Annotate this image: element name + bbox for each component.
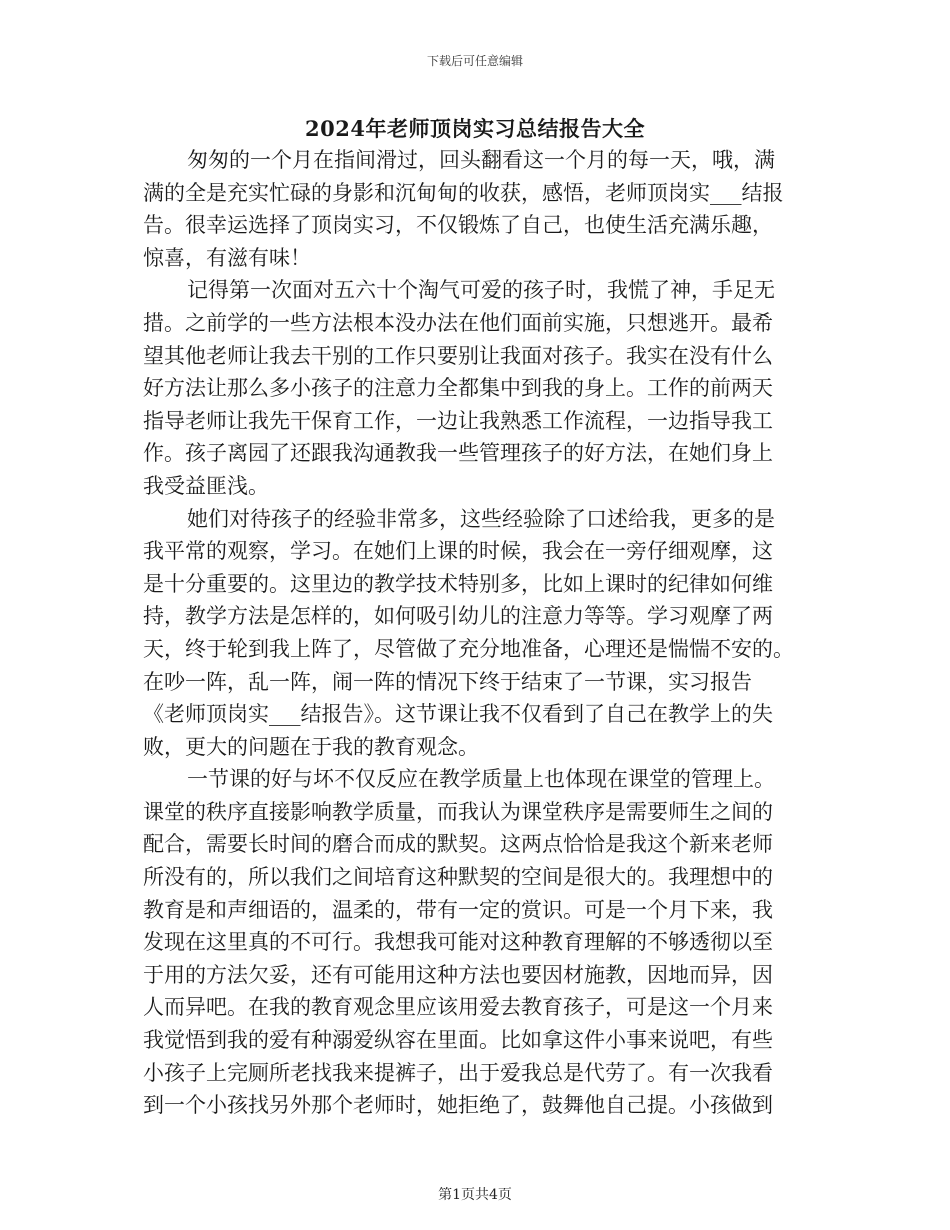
text-line: 匆匆的一个月在指间滑过，回头翻看这一个月的每一天，哦，满: [187, 148, 775, 172]
text-line: 她们对待孩子的经验非常多，这些经验除了口述给我，更多的是: [187, 506, 775, 531]
text-line: 作。孩子离园了还跟我沟通教我一些管理孩子的好方法，在她们身上: [143, 441, 773, 466]
text-line: 一节课的好与坏不仅反应在教学质量上也体现在课堂的管理上。: [187, 767, 775, 792]
text-line: 《老师顶岗实___结报告》。这节课让我不仅看到了自己在教学上的失: [143, 702, 773, 727]
text-line: 发现在这里真的不可行。我想我可能对这种教育理解的不够透彻以至: [143, 930, 773, 955]
page-footer: 第1页共4页: [438, 1187, 512, 1203]
text-line: 满的全是充实忙碌的身影和沉甸甸的收获，感悟，老师顶岗实___结报: [143, 180, 784, 205]
text-line: 我平常的观察，学习。在她们上课的时候，我会在一旁仔细观摩，这: [143, 539, 773, 564]
text-line: 所没有的，所以我们之间培育这种默契的空间是很大的。我理想中的: [143, 865, 773, 890]
text-line: 人而异吧。在我的教育观念里应该用爱去教育孩子，可是这一个月来: [143, 995, 773, 1020]
text-line: 配合，需要长时间的磨合而成的默契。这两点恰恰是我这个新来老师: [143, 832, 773, 857]
text-line: 持，教学方法是怎样的，如何吸引幼儿的注意力等等。学习观摩了两: [143, 604, 773, 629]
text-line: 到一个小孩找另外那个老师时，她拒绝了，鼓舞他自己提。小孩做到: [143, 1093, 773, 1118]
text-line: 好方法让那么多小孩子的注意力全都集中到我的身上。工作的前两天: [143, 376, 773, 401]
document-title: 2024年老师顶岗实习总结报告大全: [305, 116, 645, 141]
text-line: 在吵一阵，乱一阵，闹一阵的情况下终于结束了一节课，实习报告: [143, 669, 752, 694]
text-line: 课堂的秩序直接影响教学质量，而我认为课堂秩序是需要师生之间的: [143, 799, 773, 824]
text-line: 惊喜，有滋有味！: [143, 245, 311, 270]
text-line: 记得第一次面对五六十个淘气可爱的孩子时，我慌了神，手足无: [187, 278, 775, 303]
text-line: 是十分重要的。这里边的教学技术特别多，比如上课时的纪律如何维: [143, 571, 773, 596]
text-line: 指导老师让我先干保育工作，一边让我熟悉工作流程，一边指导我工: [143, 408, 773, 433]
text-line: 我受益匪浅。: [143, 473, 269, 498]
text-line: 告。很幸运选择了顶岗实习，不仅锻炼了自己，也使生活充满乐趣，: [143, 213, 773, 238]
document-body: [143, 144, 813, 1122]
text-line: 我觉悟到我的爱有种溺爱纵容在里面。比如拿这件小事来说吧，有些: [143, 1028, 773, 1053]
text-line: 教育是和声细语的，温柔的，带有一定的赏识。可是一个月下来，我: [143, 897, 773, 922]
text-line: 于用的方法欠妥，还有可能用这种方法也要因材施教，因地而异，因: [143, 962, 773, 987]
header-note: 下载后可任意编辑: [426, 54, 523, 68]
text-line: 措。之前学的一些方法根本没办法在他们面前实施，只想逃开。最希: [143, 310, 773, 335]
text-line: 败，更大的问题在于我的教育观念。: [143, 734, 479, 759]
text-line: 小孩子上完厕所老找我来提裤子，出于爱我总是代劳了。有一次我看: [143, 1060, 773, 1085]
text-line: 天，终于轮到我上阵了，尽管做了充分地准备，心理还是惴惴不安的。: [143, 636, 794, 661]
text-line: 望其他老师让我去干别的工作只要别让我面对孩子。我实在没有什么: [143, 343, 773, 368]
